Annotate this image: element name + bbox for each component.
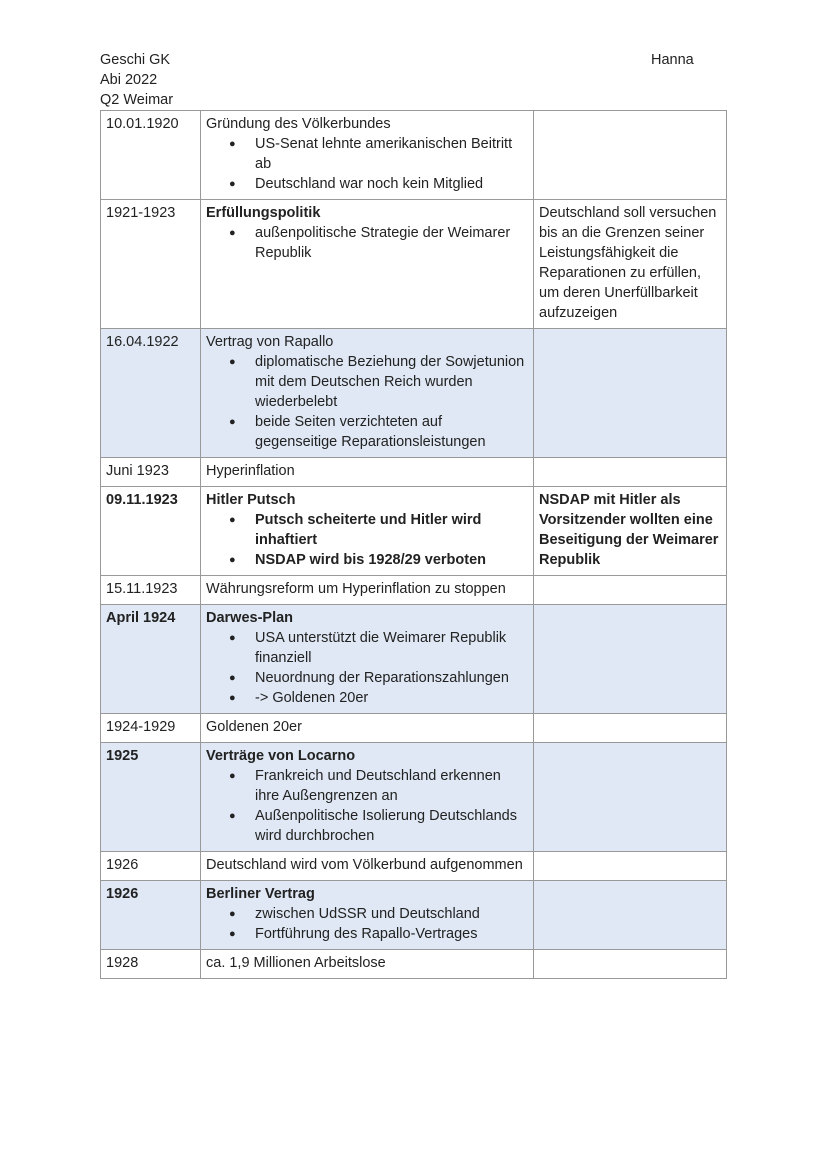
bullet-item: ● außenpolitische Strategie der Weimarer Republik <box>255 223 528 263</box>
bullet-list <box>206 628 528 708</box>
table-row <box>101 605 727 714</box>
event-title: Goldenen 20er <box>206 719 302 735</box>
table-row <box>101 743 727 852</box>
table-row <box>101 111 727 200</box>
date-cell: 1921-1923 <box>101 200 201 329</box>
table-row <box>101 487 727 576</box>
event-title: Berliner Vertrag <box>206 886 315 902</box>
note-cell: Deutschland soll versuchen bis an die Grenzen seiner Leistungsfähigkeit die Reparationen zu erfüllen, um deren Unerfüllbarkeit aufzuzeigen <box>534 200 727 329</box>
event-title: Deutschland wird vom Völkerbund aufgenommen <box>206 857 523 873</box>
event-cell <box>201 605 534 714</box>
year-label: Abi 2022 <box>100 72 158 88</box>
event-title: Erfüllungspolitik <box>206 205 321 221</box>
bullet-item: ● US-Senat lehnte amerikanischen Beitritt ab <box>255 134 528 174</box>
date-cell: 1928 <box>101 950 201 979</box>
bullet-item: ● Putsch scheiterte und Hitler wird inhaftiert <box>255 510 528 550</box>
note-cell <box>534 950 727 979</box>
table-row <box>101 714 727 743</box>
bullet-list <box>206 134 528 194</box>
event-cell <box>201 487 534 576</box>
note-cell <box>534 881 727 950</box>
event-cell <box>201 200 534 329</box>
date-cell: 16.04.1922 <box>101 329 201 458</box>
event-cell <box>201 329 534 458</box>
event-cell <box>201 881 534 950</box>
date-cell: Juni 1923 <box>101 458 201 487</box>
event-title: ca. 1,9 Millionen Arbeitslose <box>206 955 386 971</box>
note-cell <box>534 111 727 200</box>
bullet-item: ● USA unterstützt die Weimarer Republik finanziell <box>255 628 528 668</box>
note-cell: NSDAP mit Hitler als Vorsitzender wollten eine Beseitigung der Weimarer Republik <box>534 487 727 576</box>
event-cell <box>201 576 534 605</box>
note-cell <box>534 743 727 852</box>
bullet-item: ● Neuordnung der Reparationszahlungen <box>255 668 528 688</box>
timeline-table <box>100 110 727 979</box>
bullet-item: ● zwischen UdSSR und Deutschland <box>255 904 528 924</box>
event-cell <box>201 852 534 881</box>
bullet-item: ● Fortführung des Rapallo-Vertrages <box>255 924 528 944</box>
table-row <box>101 458 727 487</box>
date-cell: 15.11.1923 <box>101 576 201 605</box>
bullet-item: ● Frankreich und Deutschland erkennen ihre Außengrenzen an <box>255 766 528 806</box>
course-label: Geschi GK <box>100 52 171 68</box>
bullet-item: ● diplomatische Beziehung der Sowjetunion mit dem Deutschen Reich wurden wiederbelebt <box>255 352 528 412</box>
table-row <box>101 200 727 329</box>
date-cell: 1926 <box>101 881 201 950</box>
unit-label: Q2 Weimar <box>100 92 174 108</box>
document-header-left <box>100 50 173 110</box>
table-row <box>101 950 727 979</box>
date-cell: 10.01.1920 <box>101 111 201 200</box>
event-title: Hitler Putsch <box>206 492 296 508</box>
bullet-item: ● NSDAP wird bis 1928/29 verboten <box>255 550 528 570</box>
bullet-list <box>206 904 528 944</box>
bullet-item: ● -> Goldenen 20er <box>255 688 528 708</box>
author-name: Hanna <box>651 52 694 68</box>
date-cell: 1924-1929 <box>101 714 201 743</box>
bullet-list <box>206 223 528 263</box>
event-title: Vertrag von Rapallo <box>206 334 334 350</box>
event-cell <box>201 743 534 852</box>
table-row <box>101 329 727 458</box>
note-cell <box>534 576 727 605</box>
note-cell <box>534 852 727 881</box>
table-row <box>101 881 727 950</box>
bullet-list <box>206 510 528 570</box>
event-cell <box>201 714 534 743</box>
event-title: Verträge von Locarno <box>206 748 356 764</box>
table-row <box>101 852 727 881</box>
date-cell: April 1924 <box>101 605 201 714</box>
event-cell <box>201 950 534 979</box>
bullet-list <box>206 766 528 846</box>
date-cell: 1925 <box>101 743 201 852</box>
event-title: Hyperinflation <box>206 463 295 479</box>
event-title: Darwes-Plan <box>206 610 294 626</box>
event-cell <box>201 111 534 200</box>
bullet-item: ● Außenpolitische Isolierung Deutschlands wird durchbrochen <box>255 806 528 846</box>
note-cell <box>534 458 727 487</box>
event-title: Gründung des Völkerbundes <box>206 116 391 132</box>
bullet-item: ● Deutschland war noch kein Mitglied <box>255 174 528 194</box>
date-cell: 1926 <box>101 852 201 881</box>
date-cell: 09.11.1923 <box>101 487 201 576</box>
table-row <box>101 576 727 605</box>
note-cell <box>534 329 727 458</box>
bullet-item: ● beide Seiten verzichteten auf gegenseitige Reparationsleistungen <box>255 412 528 452</box>
event-title: Währungsreform um Hyperinflation zu stoppen <box>206 581 506 597</box>
note-cell <box>534 605 727 714</box>
note-cell <box>534 714 727 743</box>
event-cell <box>201 458 534 487</box>
bullet-list <box>206 352 528 452</box>
